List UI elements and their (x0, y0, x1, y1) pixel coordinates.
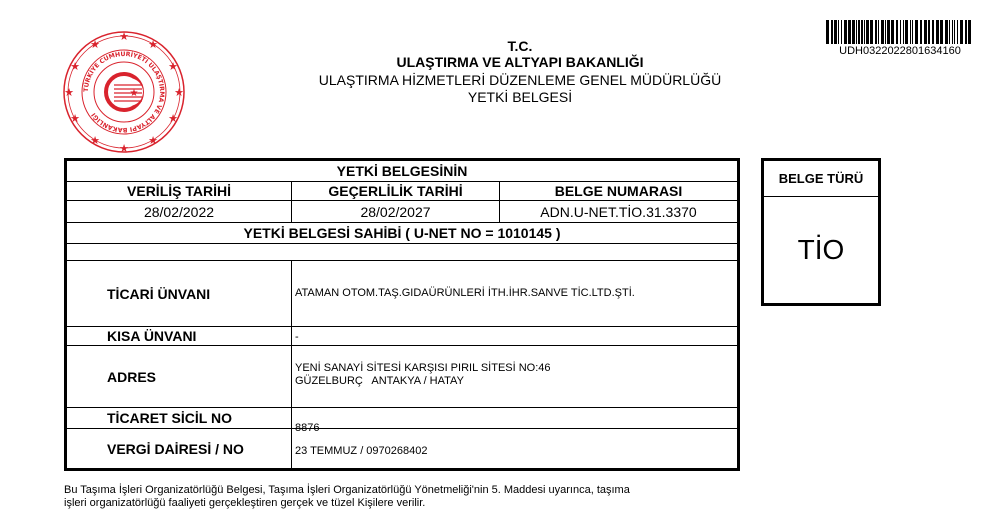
svg-text:★: ★ (148, 38, 158, 51)
svg-text:★: ★ (168, 112, 178, 125)
svg-text:★: ★ (168, 60, 178, 73)
document-type-label: BELGE TÜRÜ (764, 161, 878, 197)
footer-line2: işleri organizatörlüğü faaliyeti gerçekleştiren gerçek ve tüzel Kişilere verilir. (64, 497, 426, 509)
certificate-table (64, 158, 740, 471)
col-issue-date-header: VERİLİŞ TARİHİ (127, 182, 231, 199)
col-validity-date-header: GEÇERLİLİK TARİHİ (328, 182, 463, 199)
trade-name-value: ATAMAN OTOM.TAŞ.GIDAÜRÜNLERİ İTH.İHR.SANVE TİC.LTD.ŞTİ. (295, 287, 635, 299)
svg-text:★: ★ (90, 134, 100, 147)
trade-name-label: TİCARİ ÜNVANI (107, 285, 211, 302)
svg-text:★: ★ (119, 142, 129, 154)
short-name-label: KISA ÜNVANI (107, 328, 197, 344)
header-tc: T.C. (507, 38, 533, 54)
header-directorate: ULAŞTIRMA HİZMETLERİ DÜZENLEME GENEL MÜDÜRLÜĞÜ (318, 72, 722, 88)
holder-title: YETKİ BELGESİ SAHİBİ ( U-NET NO = 1010145 ) (243, 225, 561, 241)
footer-line1: Bu Taşıma İşleri Organizatörlüğü Belgesi, Taşıma İşleri Organizatörlüğü Yönetmeliği'nin 5. Maddesi uyarınca, taşıma (64, 484, 630, 496)
document-type-box (761, 158, 881, 306)
registry-label: TİCARET SİCİL NO (107, 410, 232, 426)
registry-value: 8876 (295, 422, 320, 434)
certificate-number-value: ADN.U-NET.TİO.31.3370 (540, 203, 697, 220)
svg-text:TÜRKİYE CUMHURİYETİ ULAŞTIRMA: TÜRKİYE CUMHURİYETİ ULAŞTIRMA VE ALTYAPI BAKANLIĞI (82, 50, 166, 134)
svg-text:★: ★ (70, 60, 80, 73)
tax-office-value: 23 TEMMUZ / 0970268402 (295, 445, 428, 457)
svg-text:★: ★ (119, 30, 129, 43)
short-name-value: - (295, 331, 299, 343)
address-line1-value: YENİ SANAYİ SİTESİ KARŞISI PIRIL SİTESİ NO:46 (295, 362, 551, 374)
ministry-seal-logo (62, 30, 186, 154)
document-type-value: TİO (797, 234, 845, 265)
document-header (250, 38, 790, 106)
header-ministry: ULAŞTIRMA VE ALTYAPI BAKANLIĞI (396, 54, 644, 70)
svg-text:★: ★ (129, 88, 139, 99)
address-label: ADRES (107, 368, 157, 385)
header-doc-title: YETKİ BELGESİ (467, 89, 573, 105)
barcode-image (826, 20, 972, 44)
barcode-number: UDH0322022801634160 (839, 45, 961, 57)
tax-label: VERGİ DAİRESİ / NO (107, 441, 244, 457)
section-title: YETKİ BELGESİNİN (336, 163, 468, 179)
svg-text:★: ★ (90, 38, 100, 51)
svg-text:★: ★ (64, 86, 74, 99)
footer-note (64, 484, 754, 510)
address-line2-value: GÜZELBURÇ ANTAKYA / HATAY (295, 375, 464, 387)
svg-text:★: ★ (148, 134, 158, 147)
svg-text:★: ★ (174, 86, 184, 99)
issue-date-value: 28/02/2022 (143, 203, 215, 220)
validity-date-value: 28/02/2027 (360, 203, 431, 220)
col-certificate-number-header: BELGE NUMARASI (554, 182, 683, 199)
svg-text:★: ★ (70, 112, 80, 125)
